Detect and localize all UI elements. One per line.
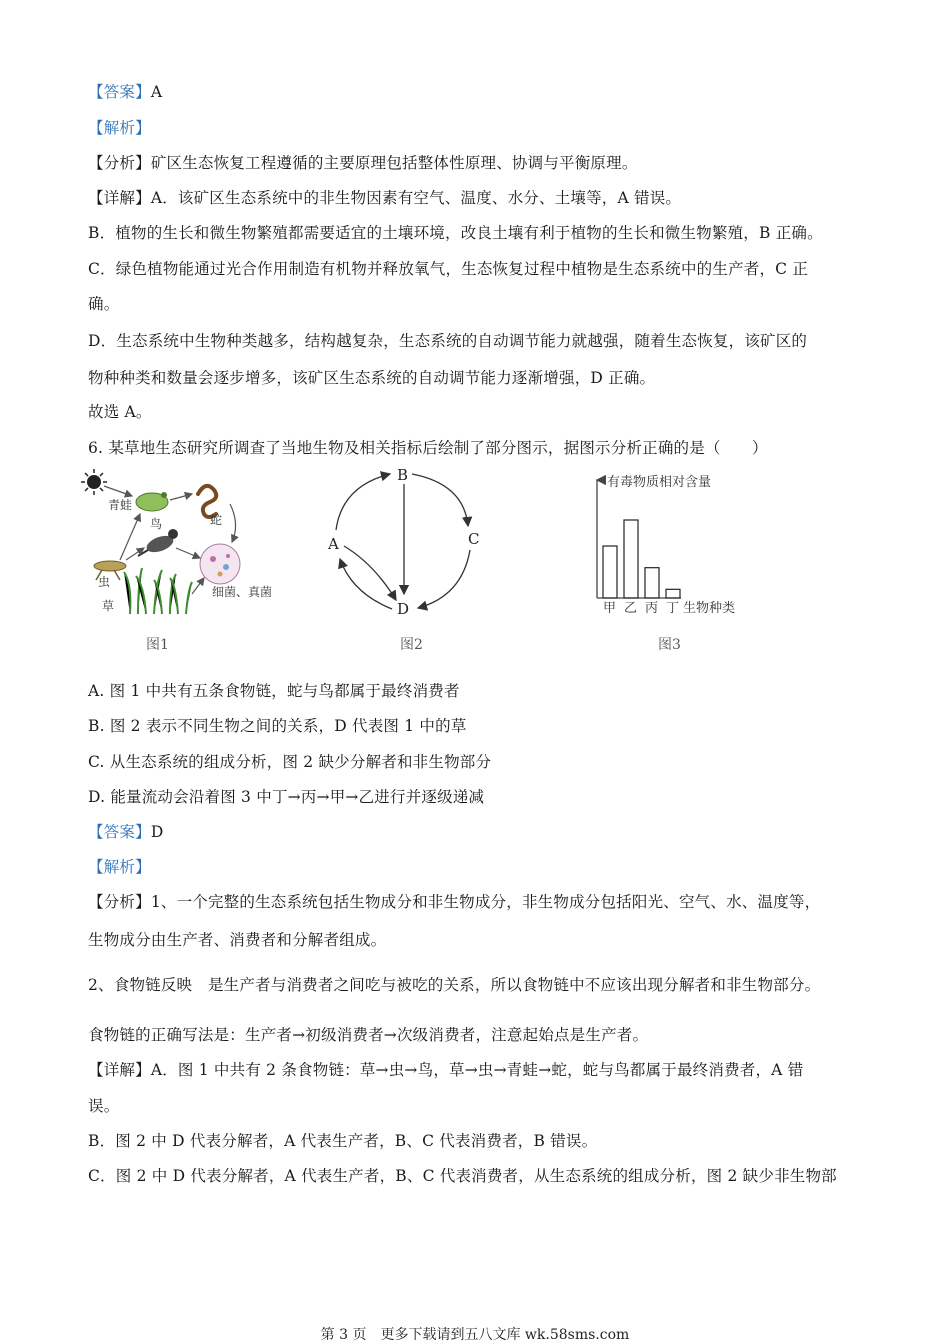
bar-2 bbox=[645, 568, 659, 598]
tick-label-2: 丙 bbox=[645, 601, 659, 616]
figures-row bbox=[80, 464, 800, 664]
node-b: B bbox=[397, 466, 409, 484]
figure-1-food-web bbox=[80, 464, 330, 624]
answer-tag: 【答案】 bbox=[88, 83, 151, 101]
xiangjie-a-q5: 【详解】A．该矿区生态系统中的非生物因素有空气、温度、水分、土壤等，A 错误。 bbox=[88, 189, 682, 207]
node-c: C bbox=[468, 530, 480, 548]
analysis-heading-q5: 【解析】 bbox=[88, 119, 151, 137]
xiangjie-c1-q5: C．绿色植物能通过光合作用制造有机物并释放氧气，生态恢复过程中植物是生态系统中的生产者，C 正 bbox=[88, 260, 809, 278]
fenxi4-q6: 食物链的正确写法是：生产者→初级消费者→次级消费者，注意起始点是生产者。 bbox=[88, 1026, 649, 1044]
fenxi1-q6: 【分析】1、一个完整的生态系统包括生物成分和非生物成分，非生物成分包括阳光、空气、水、温度等， bbox=[88, 893, 821, 911]
answer-value: A bbox=[150, 83, 163, 101]
answer-line-q5 bbox=[88, 80, 162, 102]
option-d: D. 能量流动会沿着图 3 中丁→丙→甲→乙进行并逐级递减 bbox=[88, 788, 485, 806]
fenxi-q5: 【分析】矿区生态恢复工程遵循的主要原理包括整体性原理、协调与平衡原理。 bbox=[88, 154, 638, 172]
fig3-ylabel: 有毒物质相对含量 bbox=[607, 475, 712, 490]
xiangjie-c2-q5: 确。 bbox=[88, 295, 120, 313]
node-a: A bbox=[328, 535, 339, 553]
analysis-heading-q6: 【解析】 bbox=[88, 858, 151, 876]
grass-icon bbox=[124, 568, 192, 614]
xiangjie-b-q5: B．植物的生长和微生物繁殖都需要适宜的土壤环境，改良土壤有利于植物的生长和微生物繁殖，B 正确。 bbox=[88, 224, 823, 242]
xiangjie-c-q6: C．图 2 中 D 代表分解者，A 代表生产者，B、C 代表消费者，从生态系统的组成分析，图 2 缺少非生物部 bbox=[88, 1167, 837, 1185]
xiangjie-d1-q5: D．生态系统中生物种类越多，结构越复杂，生态系统的自动调节能力就越强，随着生态恢复，该矿区的 bbox=[88, 332, 808, 350]
figure-3-bar-chart bbox=[585, 464, 775, 624]
page-footer: 第 3 页 更多下载请到五八文库 wk.58sms.com bbox=[320, 1327, 630, 1343]
xiangjie-b-q6: B．图 2 中 D 代表分解者，A 代表生产者，B、C 代表消费者，B 错误。 bbox=[88, 1132, 598, 1150]
figure-2-cycle bbox=[320, 464, 500, 624]
question-6-stem: 6. 某草地生态研究所调查了当地生物及相关指标后绘制了部分图示，据图示分析正确的是（ ） bbox=[88, 439, 768, 457]
bar-1 bbox=[624, 520, 638, 598]
sun-icon bbox=[81, 469, 107, 495]
node-d: D bbox=[397, 600, 410, 618]
label-decomposer: 细菌、真菌 bbox=[212, 585, 273, 599]
answer-line-q6: 【答案】D bbox=[88, 823, 164, 841]
option-a: A. 图 1 中共有五条食物链，蛇与鸟都属于最终消费者 bbox=[88, 682, 460, 700]
fenxi2-q6: 生物成分由生产者、消费者和分解者组成。 bbox=[88, 931, 387, 949]
tick-label-3: 丁 bbox=[666, 601, 680, 616]
option-c: C. 从生态系统的组成分析，图 2 缺少分解者和非生物部分 bbox=[88, 753, 492, 771]
caption-fig1: 图1 bbox=[146, 637, 169, 653]
decomposer-icon bbox=[200, 544, 240, 584]
label-insect: 虫 bbox=[98, 575, 111, 589]
label-frog: 青蛙 bbox=[108, 498, 133, 512]
xiangjie-a2-q6: 误。 bbox=[88, 1097, 120, 1115]
label-grass: 草 bbox=[102, 599, 115, 613]
fig3-xlabel: 生物种类 bbox=[683, 601, 736, 616]
caption-fig2: 图2 bbox=[400, 637, 423, 653]
label-snake: 蛇 bbox=[210, 513, 223, 527]
frog-icon bbox=[136, 492, 168, 511]
label-bird: 鸟 bbox=[150, 517, 163, 531]
tick-label-1: 乙 bbox=[624, 601, 638, 616]
xiangjie-d2-q5: 物种种类和数量会逐步增多，该矿区生态系统的自动调节能力逐渐增强，D 正确。 bbox=[88, 369, 656, 387]
caption-fig3: 图3 bbox=[658, 637, 681, 653]
fenxi3-q6: 2、食物链反映 是生产者与消费者之间吃与被吃的关系，所以食物链中不应该出现分解者和非生物部分。 bbox=[88, 976, 821, 994]
tick-label-0: 甲 bbox=[603, 601, 617, 616]
xiangjie-a1-q6: 【详解】A．图 1 中共有 2 条食物链：草→虫→鸟，草→虫→青蛙→蛇，蛇与鸟都属于最终消费者，A 错 bbox=[88, 1061, 804, 1079]
choose-q5: 故选 A。 bbox=[88, 403, 152, 421]
bar-3 bbox=[666, 589, 680, 598]
option-b: B. 图 2 表示不同生物之间的关系，D 代表图 1 中的草 bbox=[88, 717, 467, 735]
bar-0 bbox=[603, 546, 617, 598]
bird-icon bbox=[138, 529, 178, 556]
